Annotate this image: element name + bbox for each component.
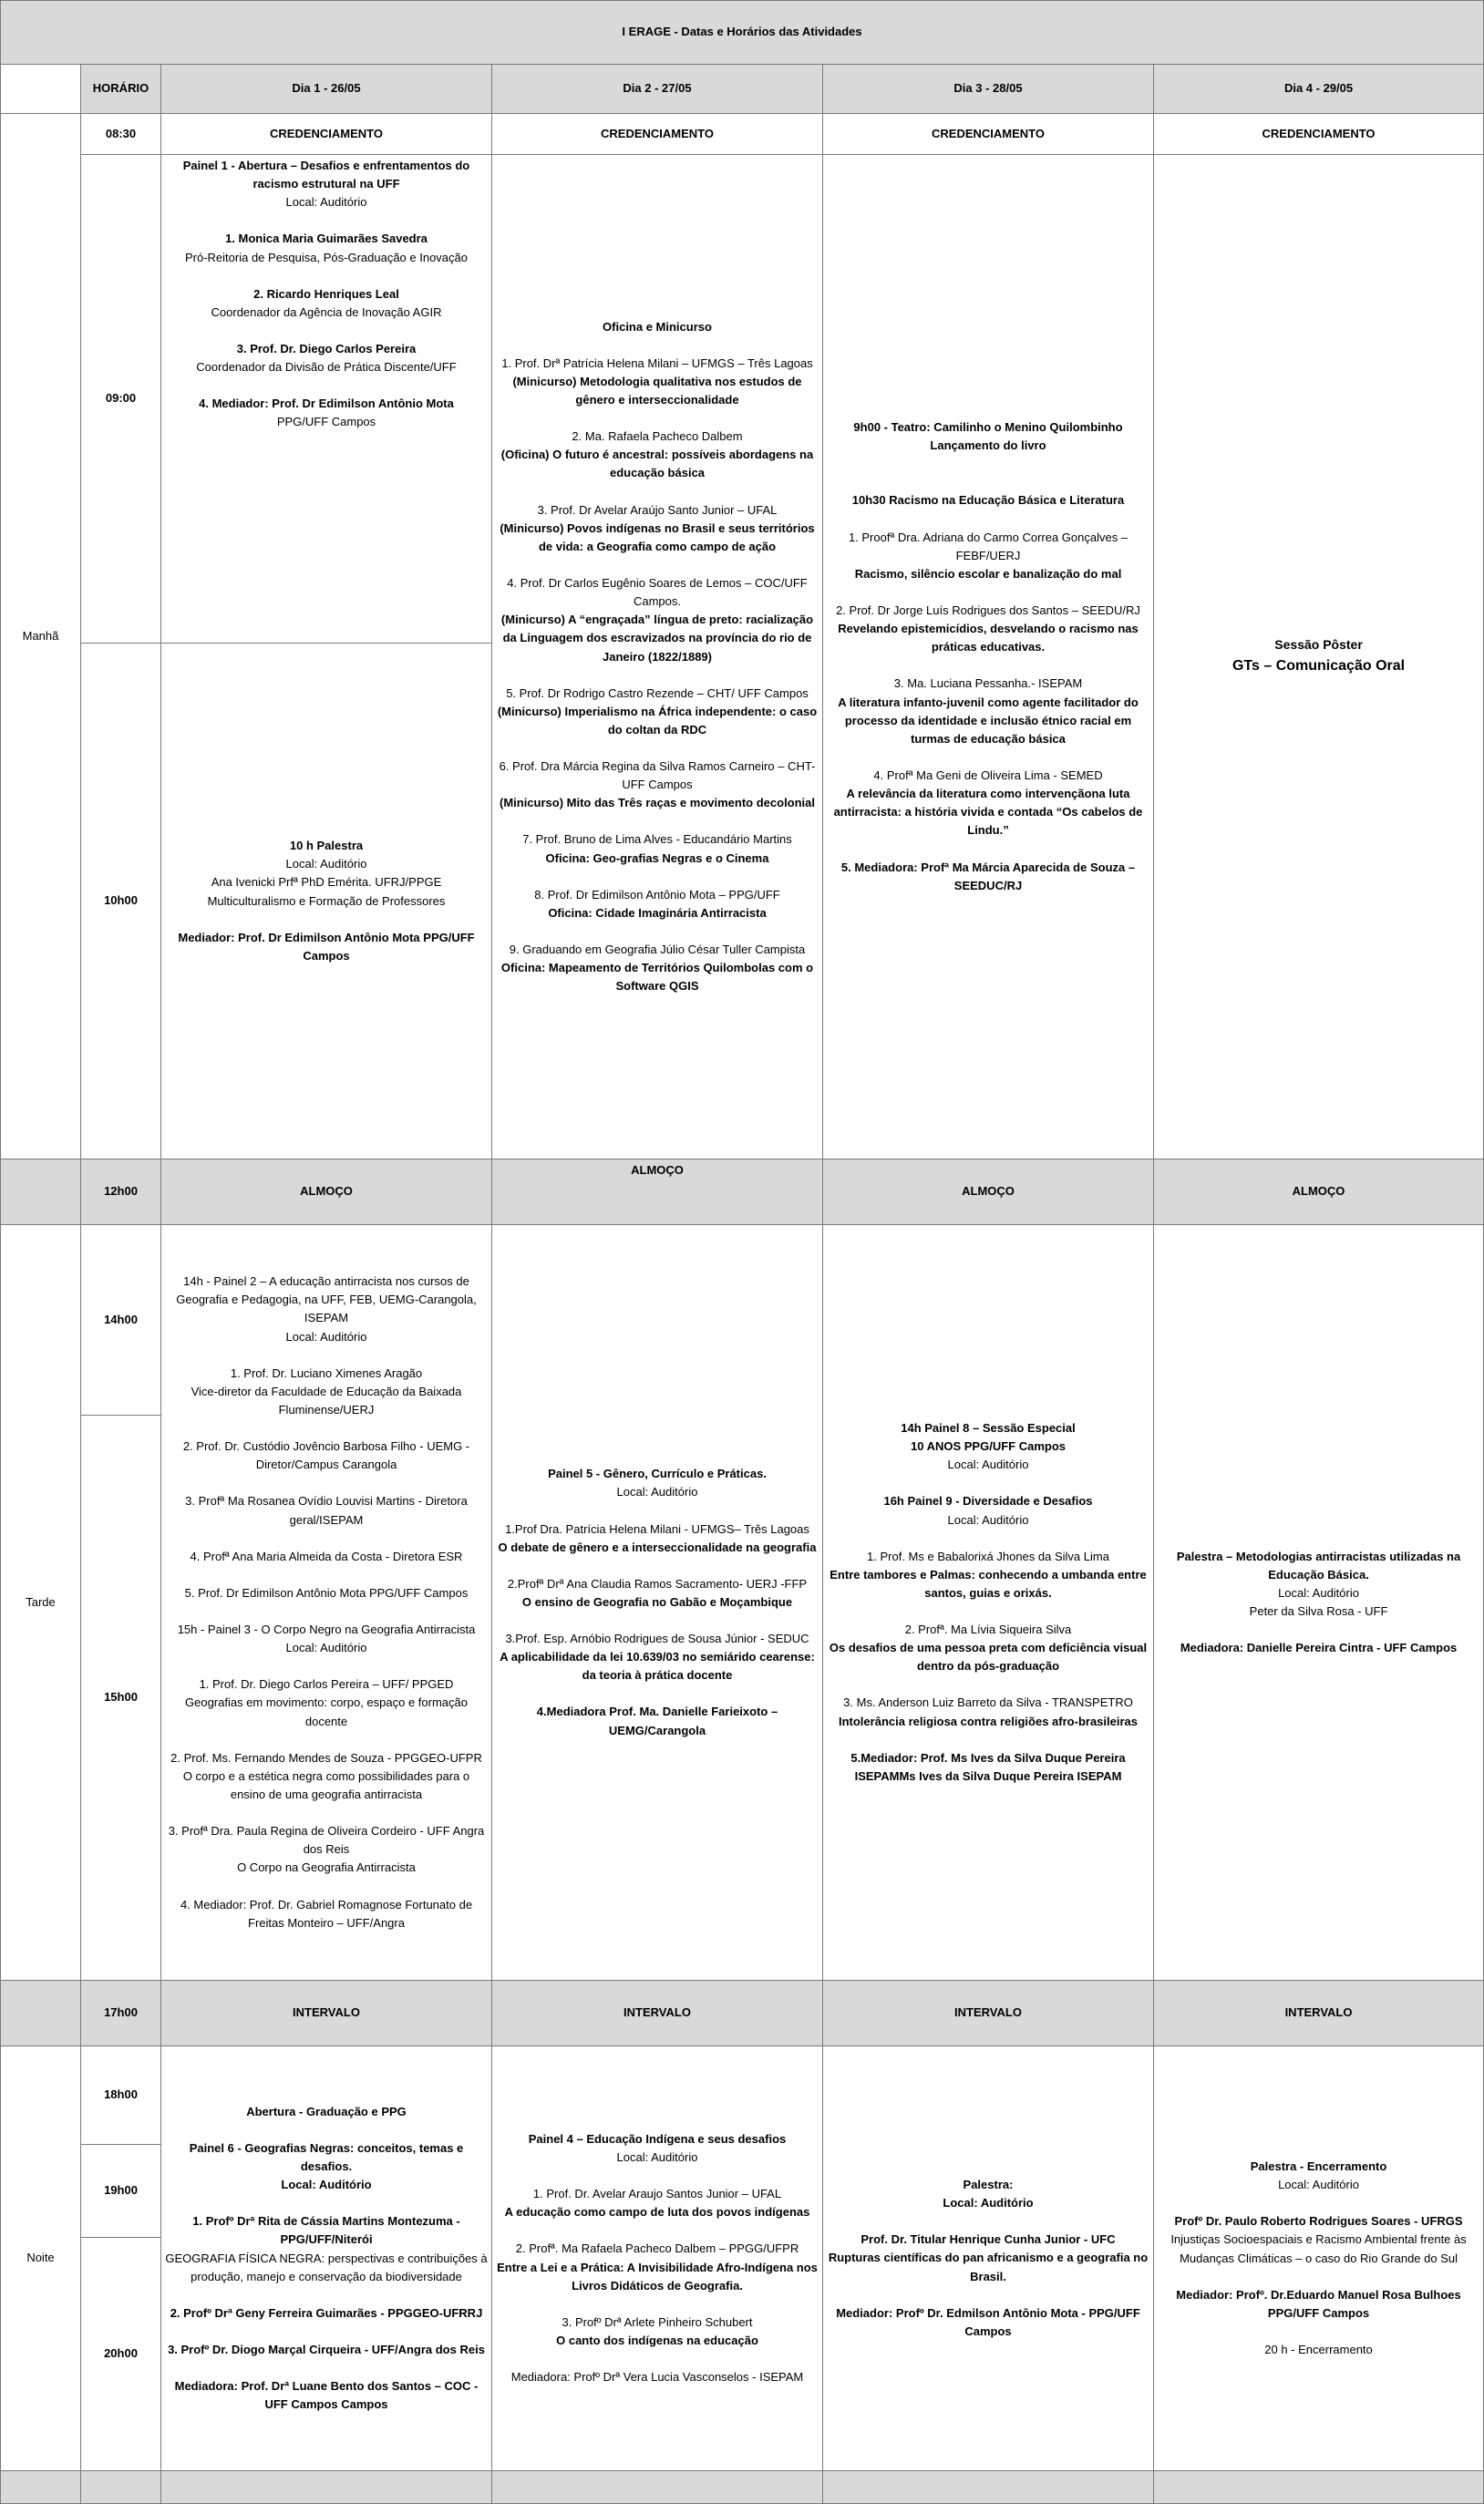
d1-intervalo: INTERVALO [161, 1981, 492, 2046]
d1-0900-line [165, 267, 488, 285]
d3-night-cell [823, 2046, 1154, 2471]
header-day-2: Dia 2 - 27/05 [492, 65, 823, 114]
d1-night-line [165, 2121, 488, 2139]
d4-almoco: ALMOÇO [1154, 1159, 1484, 1225]
d2-morning-line: Oficina: Mapeamento de Territórios Quilombolas com o Software QGIS [500, 961, 814, 994]
d4-night-line: Local: Auditório [1278, 2178, 1359, 2192]
d1-afternoon-line [165, 1878, 488, 1896]
d1-afternoon-line [165, 1346, 488, 1365]
time-1900: 19h00 [81, 2145, 161, 2238]
d4-afternoon-line: Local: Auditório [1278, 1585, 1359, 1600]
d2-afternoon-line: 3.Prof. Esp. Arnóbio Rodrigues de Sousa Júnior - SEDUC [505, 1632, 809, 1646]
d1-night-line [165, 2286, 488, 2304]
d1-night-line: Mediadora: Prof. Drª Luane Bento dos Santos – COC - UFF Campos Campos [174, 2379, 479, 2412]
d2-night-line [496, 2221, 819, 2240]
d3-night-line: Prof. Dr. Titular Henrique Cunha Junior - UFC [861, 2232, 1116, 2247]
d1-0900-line: Local: Auditório [285, 195, 367, 210]
d1-1000-line: Local: Auditório [285, 857, 367, 871]
page-title: I ERAGE - Datas e Horários das Atividades [1, 1, 1484, 65]
d3-morning-line: 5. Mediadora: Profª Ma Márcia Aparecida de Souza – SEEDUC/RJ [840, 860, 1136, 892]
d2-morning-line: 3. Prof. Dr Avelar Araújo Santo Junior – UFAL [537, 502, 778, 517]
d3-afternoon-line: 1. Prof. Ms e Babalorixá Jhones da Silva Lima [867, 1549, 1109, 1563]
d2-night-line: Mediadora: Profº Drª Vera Lucia Vasconselos - ISEPAM [510, 2370, 804, 2385]
d3-afternoon-line: 3. Ms. Anderson Luiz Barreto da Silva - TRANSPETRO [843, 1695, 1133, 1710]
d1-1000-line: Ana Ivenicki Prfª PhD Emérita. UFRJ/PPGE [211, 875, 442, 890]
d2-night-line: 1. Prof. Dr. Avelar Araujo Santos Junior – UFAL [532, 2187, 782, 2201]
d3-morning-line: 3. Ma. Luciana Pessanha.- ISEPAM [893, 676, 1083, 691]
d3-afternoon-cell [823, 1225, 1154, 1981]
d3-morning-line: 2. Prof. Dr Jorge Luís Rodrigues dos Santos – SEEDU/RJ [836, 603, 1140, 617]
d1-0900-line: Coordenador da Divisão de Prática Discente/UFF [196, 360, 457, 375]
d2-morning-line: (Minicurso) Povos indígenas no Brasil e seus territórios de vida: a Geografia como campo de ação [500, 520, 815, 553]
d2-morning-line: Oficina e Minicurso [603, 319, 712, 334]
d3-afternoon-line: 16h Painel 9 - Diversidade e Desafios [883, 1494, 1093, 1509]
d3-night-line: Mediador: Profº Dr. Edmilson Antônio Mota - PPG/UFF Campos [836, 2305, 1140, 2338]
d2-morning-line: 9. Graduando em Geografia Júlio César Tuller Campista [509, 943, 806, 957]
d1-afternoon-line: 4. Mediador: Prof. Dr. Gabriel Romagnose Fortunato de Freitas Monteiro – UFF/Angra [180, 1897, 473, 1930]
d3-afternoon-line: Os desafios de uma pessoa preta com deficiência visual dentro da pós-graduação [829, 1641, 1148, 1674]
d3-intervalo: INTERVALO [823, 1981, 1154, 2046]
d4-afternoon-cell [1154, 1225, 1484, 1981]
d1-afternoon-line: 14h - Painel 2 – A educação antirracista nos cursos de Geografia e Pedagogia, na UFF, FEB, UEMG-Carangola, ISEPAM [176, 1274, 477, 1325]
header-day-3: Dia 3 - 28/05 [823, 65, 1154, 114]
header-horario: HORÁRIO [81, 65, 161, 114]
d1-1000-line: Multiculturalismo e Formação de Professores [207, 893, 446, 908]
header-day-1: Dia 1 - 26/05 [161, 65, 492, 114]
d3-morning-line: 9h00 - Teatro: Camilinho o Menino Quilombinho [853, 420, 1123, 435]
d2-night-line [496, 2167, 819, 2185]
d1-night-line: Painel 6 - Geografias Negras: conceitos, temas e desafios. [189, 2140, 464, 2173]
d1-0900-line [165, 322, 488, 340]
d2-morning-line: 5. Prof. Dr Rodrigo Castro Rezende – CHT/ UFF Campos [506, 685, 809, 700]
d2-afternoon-line: Painel 5 - Gênero, Currículo e Práticas. [548, 1467, 767, 1481]
d1-0900-line: 4. Mediador: Prof. Dr Edimilson Antônio Mota [199, 397, 454, 411]
d2-afternoon-line: 4.Mediadora Prof. Ma. Danielle Farieixoto – UEMG/Carangola [536, 1705, 778, 1737]
d2-morning-line: Oficina: Geo-grafias Negras e o Cinema [545, 850, 769, 865]
d2-night-line: Local: Auditório [616, 2149, 698, 2164]
d2-morning-line: (Oficina) O futuro é ancestral: possíveis abordagens na educação básica [500, 448, 814, 480]
d1-afternoon-line: 3. Profª Dra. Paula Regina de Oliveira Cordeiro - UFF Angra dos Reis [168, 1824, 485, 1857]
d4-afternoon-line [1158, 1621, 1479, 1639]
d2-night-cell [492, 2046, 823, 2471]
d2-afternoon-line: 2.Profª Drª Ana Claudia Ramos Sacramento- UERJ -FFP [507, 1576, 808, 1591]
d1-1000-line: Mediador: Prof. Dr Edimilson Antônio Mota PPG/UFF Campos [178, 930, 475, 963]
time-1400: 14h00 [81, 1225, 161, 1416]
d1-afternoon-line: 3. Profª Ma Rosanea Ovídio Louvisi Martins - Diretora geral/ISEPAM [185, 1494, 468, 1527]
d4-night-line: Palestra - Encerramento [1250, 2159, 1387, 2173]
d2-morning-line [496, 666, 819, 685]
d2-morning-line: 1. Prof. Drª Patrícia Helena Milani – UFMGS – Três Lagoas [501, 356, 813, 370]
d1-night-line: Local: Auditório [281, 2178, 372, 2192]
time-1500: 15h00 [81, 1416, 161, 1981]
d2-morning-line: Oficina: Cidade Imaginária Antirracista [548, 905, 767, 920]
d1-afternoon-line [165, 1419, 488, 1437]
d1-afternoon-line: O Corpo na Geografia Antirracista [237, 1860, 416, 1875]
period-tarde: Tarde [1, 1225, 81, 1981]
time-1000: 10h00 [81, 644, 161, 1159]
d4-night-cell [1154, 2046, 1484, 2471]
d2-morning-line: 4. Prof. Dr Carlos Eugênio Soares de Lemos – COC/UFF Campos. [507, 575, 808, 609]
d1-afternoon-line: 5. Prof. Dr Edimilson Antônio Mota PPG/UFF Campos [184, 1585, 469, 1600]
d3-almoco: ALMOÇO [823, 1159, 1154, 1225]
d3-afternoon-line [827, 1675, 1149, 1694]
d3-morning-line: Racismo, silêncio escolar e banalização do mal [854, 566, 1122, 581]
d4-afternoon-line: Palestra – Metodologias antirracistas utilizadas na Educação Básica. [1176, 1549, 1461, 1582]
d4-night-line [1158, 2268, 1479, 2286]
header-day-4: Dia 4 - 29/05 [1154, 65, 1484, 114]
d1-night-line: Abertura - Graduação e PPG [246, 2104, 407, 2118]
d1-1000-cell [161, 644, 492, 1159]
d4-night-line [1158, 2323, 1479, 2341]
d1-0900-line [165, 211, 488, 230]
d1-credenciamento: CREDENCIAMENTO [161, 114, 492, 155]
d1-afternoon-line: 2. Prof. Dr. Custódio Jovêncio Barbosa Filho - UEMG - Diretor/Campus Carangola [182, 1439, 470, 1472]
d2-morning-line: (Minicurso) Mito das Três raças e movimento decolonial [499, 796, 816, 810]
d1-0900-line [165, 376, 488, 395]
d2-afternoon-line: Local: Auditório [616, 1485, 698, 1499]
d3-afternoon-line [827, 1731, 1149, 1749]
d4-afternoon-line: Peter da Silva Rosa - UFF [1249, 1604, 1388, 1619]
d2-morning-line [496, 409, 819, 428]
d2-afternoon-line [496, 1557, 819, 1575]
d2-morning-line [496, 812, 819, 830]
d3-afternoon-line: 14h Painel 8 – Sessão Especial [901, 1420, 1076, 1435]
d2-night-line: O canto dos indígenas na educação [556, 2333, 758, 2347]
d3-afternoon-line: 5.Mediador: Prof. Ms Ives da Silva Duque Pereira ISEPAMMs Ives da Silva Duque Pereira ISEPAM [850, 1750, 1126, 1783]
d1-0900-line: PPG/UFF Campos [276, 415, 376, 429]
d1-1000-line [165, 911, 488, 929]
d3-afternoon-line [827, 1474, 1149, 1492]
d4-night-line [1158, 2194, 1479, 2212]
d1-afternoon-line [165, 1474, 488, 1492]
d1-0900-line: Pró-Reitoria de Pesquisa, Pós-Graduação e Inovação [184, 250, 468, 264]
d2-intervalo: INTERVALO [492, 1981, 823, 2046]
d1-afternoon-line: 1. Prof. Dr. Luciano Ximenes Aragão [230, 1365, 423, 1380]
d1-afternoon-line [165, 1657, 488, 1675]
d3-night-line: Palestra: [963, 2178, 1014, 2191]
d4-night-line: 20 h - Encerramento [1264, 2342, 1373, 2356]
d2-afternoon-line: 1.Prof Dra. Patrícia Helena Milani - UFMGS– Três Lagoas [505, 1521, 809, 1536]
d2-morning-line: (Minicurso) Metodologia qualitativa nos estudos de gênero e interseccionalidade [512, 374, 802, 407]
d2-afternoon-line [496, 1502, 819, 1520]
d1-0900-line: 1. Monica Maria Guimarães Savedra [225, 232, 428, 246]
d1-afternoon-line [165, 1731, 488, 1749]
d3-morning-line: A literatura infanto-juvenil como agente facilitador do processo da identidade e inclusão étnico racial em turmas de educação básica [838, 695, 1139, 746]
time-0830: 08:30 [81, 114, 161, 155]
d2-night-line: A educação como campo de luta dos povos indígenas [504, 2205, 810, 2220]
d3-afternoon-line: Local: Auditório [947, 1512, 1029, 1527]
d1-night-line [165, 2194, 488, 2212]
d1-0900-line: 2. Ricardo Henriques Leal [253, 286, 399, 301]
d3-afternoon-line: Intolerância religiosa contra religiões afro-brasileiras [838, 1714, 1138, 1728]
d2-night-line: Painel 4 – Educação Indígena e seus desafios [528, 2131, 787, 2146]
time-1800: 18h00 [81, 2046, 161, 2145]
d3-morning-line [827, 473, 1149, 491]
d2-afternoon-line: O ensino de Geografia no Gabão e Moçambique [521, 1594, 793, 1609]
d2-morning-cell [492, 155, 823, 1159]
period-manha: Manhã [1, 114, 81, 1159]
d3-morning-line [827, 840, 1149, 859]
d1-afternoon-line: Local: Auditório [285, 1329, 367, 1344]
d4-gts: GTs – Comunicação Oral [1232, 657, 1406, 674]
d3-afternoon-line: Local: Auditório [947, 1458, 1029, 1472]
d3-night-line [827, 2212, 1149, 2231]
d3-night-line: Local: Auditório [943, 2196, 1034, 2210]
d4-night-line: Mediador: Profº. Dr.Eduardo Manuel Rosa Bulhoes PPG/UFF Campos [1176, 2287, 1461, 2320]
d1-afternoon-line: 1. Prof. Dr. Diego Carlos Pereira – UFF/ PPGED [199, 1677, 454, 1692]
d3-morning-line [827, 583, 1149, 602]
d2-night-line: Entre a Lei e a Prática: A Invisibilidade Afro-Indígena nos Livros Didáticos de Geografia. [497, 2260, 818, 2293]
d1-afternoon-line [165, 1602, 488, 1621]
d2-almoco: ALMOÇO [492, 1159, 823, 1225]
d4-morning-cell [1154, 155, 1484, 1159]
d3-morning-line: 1. Proofª Dra. Adriana do Carmo Correa Gonçalves – FEBF/UERJ [848, 530, 1128, 562]
d1-night-line: GEOGRAFIA FÍSICA NEGRA: perspectivas e contribuições à produção, manejo e conservação da biodiversidade [165, 2251, 488, 2283]
d4-credenciamento: CREDENCIAMENTO [1154, 114, 1484, 155]
d2-night-line [496, 2350, 819, 2368]
d2-afternoon-line [496, 1612, 819, 1630]
d1-night-cell [161, 2046, 492, 2471]
d1-afternoon-cell [161, 1225, 492, 1981]
d4-poster-session: Sessão Pôster [1274, 637, 1363, 653]
d3-morning-line [827, 656, 1149, 675]
time-2000: 20h00 [81, 2238, 161, 2471]
d1-afternoon-line: 2. Prof. Ms. Fernando Mendes de Souza - PPGGEO-UFPR [170, 1750, 482, 1765]
d3-morning-line: Lançamento do livro [930, 438, 1046, 453]
d3-afternoon-line: 2. Profª. Ma Lívia Siqueira Silva [904, 1623, 1072, 1637]
d1-afternoon-line [165, 1530, 488, 1548]
d1-afternoon-line: Local: Auditório [285, 1641, 367, 1655]
d1-0900-line: Painel 1 - Abertura – Desafios e enfrentamentos do racismo estrutural na UFF [182, 159, 470, 191]
d1-afternoon-line: O corpo e a estética negra como possibilidades para o ensino de uma geografia antirracista [182, 1768, 470, 1801]
d2-morning-line: 7. Prof. Bruno de Lima Alves - Educandário Martins [522, 832, 792, 847]
d2-morning-line: 8. Prof. Dr Edimilson Antônio Mota – PPG/UFF [534, 887, 780, 902]
d1-afternoon-line: Vice-diretor da Faculdade de Educação da Baixada Fluminense/UERJ [191, 1384, 462, 1417]
d3-morning-line [827, 748, 1149, 767]
d1-0900-line: 3. Prof. Dr. Diego Carlos Pereira [236, 341, 417, 356]
d1-afternoon-line [165, 1804, 488, 1822]
d2-morning-line [496, 739, 819, 757]
d3-afternoon-line: 10 ANOS PPG/UFF Campos [911, 1439, 1066, 1454]
d1-almoco: ALMOÇO [161, 1159, 492, 1225]
d3-morning-cell [823, 155, 1154, 1159]
d1-afternoon-line: Geografias em movimento: corpo, espaço e formação docente [185, 1695, 468, 1728]
d4-intervalo: INTERVALO [1154, 1981, 1484, 2046]
time-1200: 12h00 [81, 1159, 161, 1225]
d4-night-line: Profº Dr. Paulo Roberto Rodrigues Soares - UFRGS [1174, 2214, 1463, 2229]
d3-afternoon-line [827, 1530, 1149, 1548]
d1-0900-cell [161, 155, 492, 644]
d2-morning-line: 2. Ma. Rafaela Pacheco Dalbem [572, 429, 743, 444]
d3-credenciamento: CREDENCIAMENTO [823, 114, 1154, 155]
d2-afternoon-line: A aplicabilidade da lei 10.639/03 no semiárido cearense: da teoria à prática docente [500, 1650, 815, 1683]
d2-morning-line: 6. Prof. Dra Márcia Regina da Silva Ramos Carneiro – CHT- UFF Campos [499, 759, 816, 792]
d1-0900-line: Coordenador da Agência de Inovação AGIR [211, 304, 442, 319]
d3-morning-line [827, 510, 1149, 529]
d2-credenciamento: CREDENCIAMENTO [492, 114, 823, 155]
d3-night-line [827, 2286, 1149, 2304]
d1-1000-line: 10 h Palestra [289, 839, 364, 853]
d1-night-line: 2. Profº Drª Geny Ferreira Guimarães - PPGGEO-UFRRJ [170, 2305, 483, 2320]
d1-afternoon-line: 15h - Painel 3 - O Corpo Negro na Geografia Antirracista [177, 1623, 476, 1636]
d2-afternoon-line: O debate de gênero e a interseccionalidade na geografia [498, 1540, 817, 1554]
d1-night-line [165, 2359, 488, 2377]
d1-afternoon-line [165, 1566, 488, 1584]
d3-night-line: Rupturas científicas do pan africanismo e a geografia no Brasil. [828, 2251, 1149, 2283]
d3-morning-line: A relevância da literatura como intervençãona luta antirracista: a história vivida e contada “Os cabelos de Lindu.” [833, 787, 1143, 838]
d2-night-line: 3. Profº Drª Arlete Pinheiro Schubert [562, 2314, 753, 2329]
d2-morning-line: (Minicurso) A “engraçada” língua de preto: racialização da Linguagem dos escravizados na província do rio de Janeiro (1822/1889) [500, 613, 814, 664]
d2-night-line: 2. Profª. Ma Rafaela Pacheco Dalbem – PPGG/UFPR [515, 2241, 799, 2256]
d3-afternoon-line: Entre tambores e Palmas: conhecendo a umbanda entre santos, guias e orixás. [830, 1567, 1147, 1600]
d1-night-line: 1. Profº Drª Rita de Cássia Martins Montezuma - PPG/UFF/Niterói [192, 2214, 460, 2247]
d3-morning-line: 4. Profª Ma Geni de Oliveira Lima - SEMED [873, 768, 1103, 782]
d4-night-line: Injustiças Socioespaciais e Racismo Ambiental frente às Mudanças Climáticas – o caso do Rio Grande do Sul [1170, 2232, 1467, 2265]
d4-afternoon-line: Mediadora: Danielle Pereira Cintra - UFF Campos [1180, 1641, 1458, 1655]
d2-morning-line [496, 922, 819, 941]
time-0900: 09:00 [81, 155, 161, 644]
d2-morning-line [496, 483, 819, 501]
d3-morning-line: 10h30 Racismo na Educação Básica e Literatura [851, 493, 1125, 508]
d3-morning-line [827, 455, 1149, 473]
d2-night-line [496, 2295, 819, 2313]
d2-morning-line [496, 336, 819, 355]
d2-morning-line: (Minicurso) Imperialismo na África independente: o caso do coltan da RDC [497, 704, 818, 737]
period-noite: Noite [1, 2046, 81, 2471]
d2-afternoon-line [496, 1685, 819, 1703]
time-1700: 17h00 [81, 1981, 161, 2046]
d2-morning-line [496, 868, 819, 886]
d3-afternoon-line [827, 1602, 1149, 1621]
d2-afternoon-cell [492, 1225, 823, 1981]
d1-night-line [165, 2323, 488, 2341]
d2-morning-line [496, 556, 819, 574]
d1-night-line: 3. Profº Dr. Diogo Marçal Cirqueira - UFF/Angra dos Reis [168, 2342, 485, 2356]
d1-afternoon-line: 4. Profª Ana Maria Almeida da Costa - Diretora ESR [190, 1549, 463, 1563]
d3-morning-line: Revelando epistemicídios, desvelando o racismo nas práticas educativas. [838, 622, 1139, 654]
